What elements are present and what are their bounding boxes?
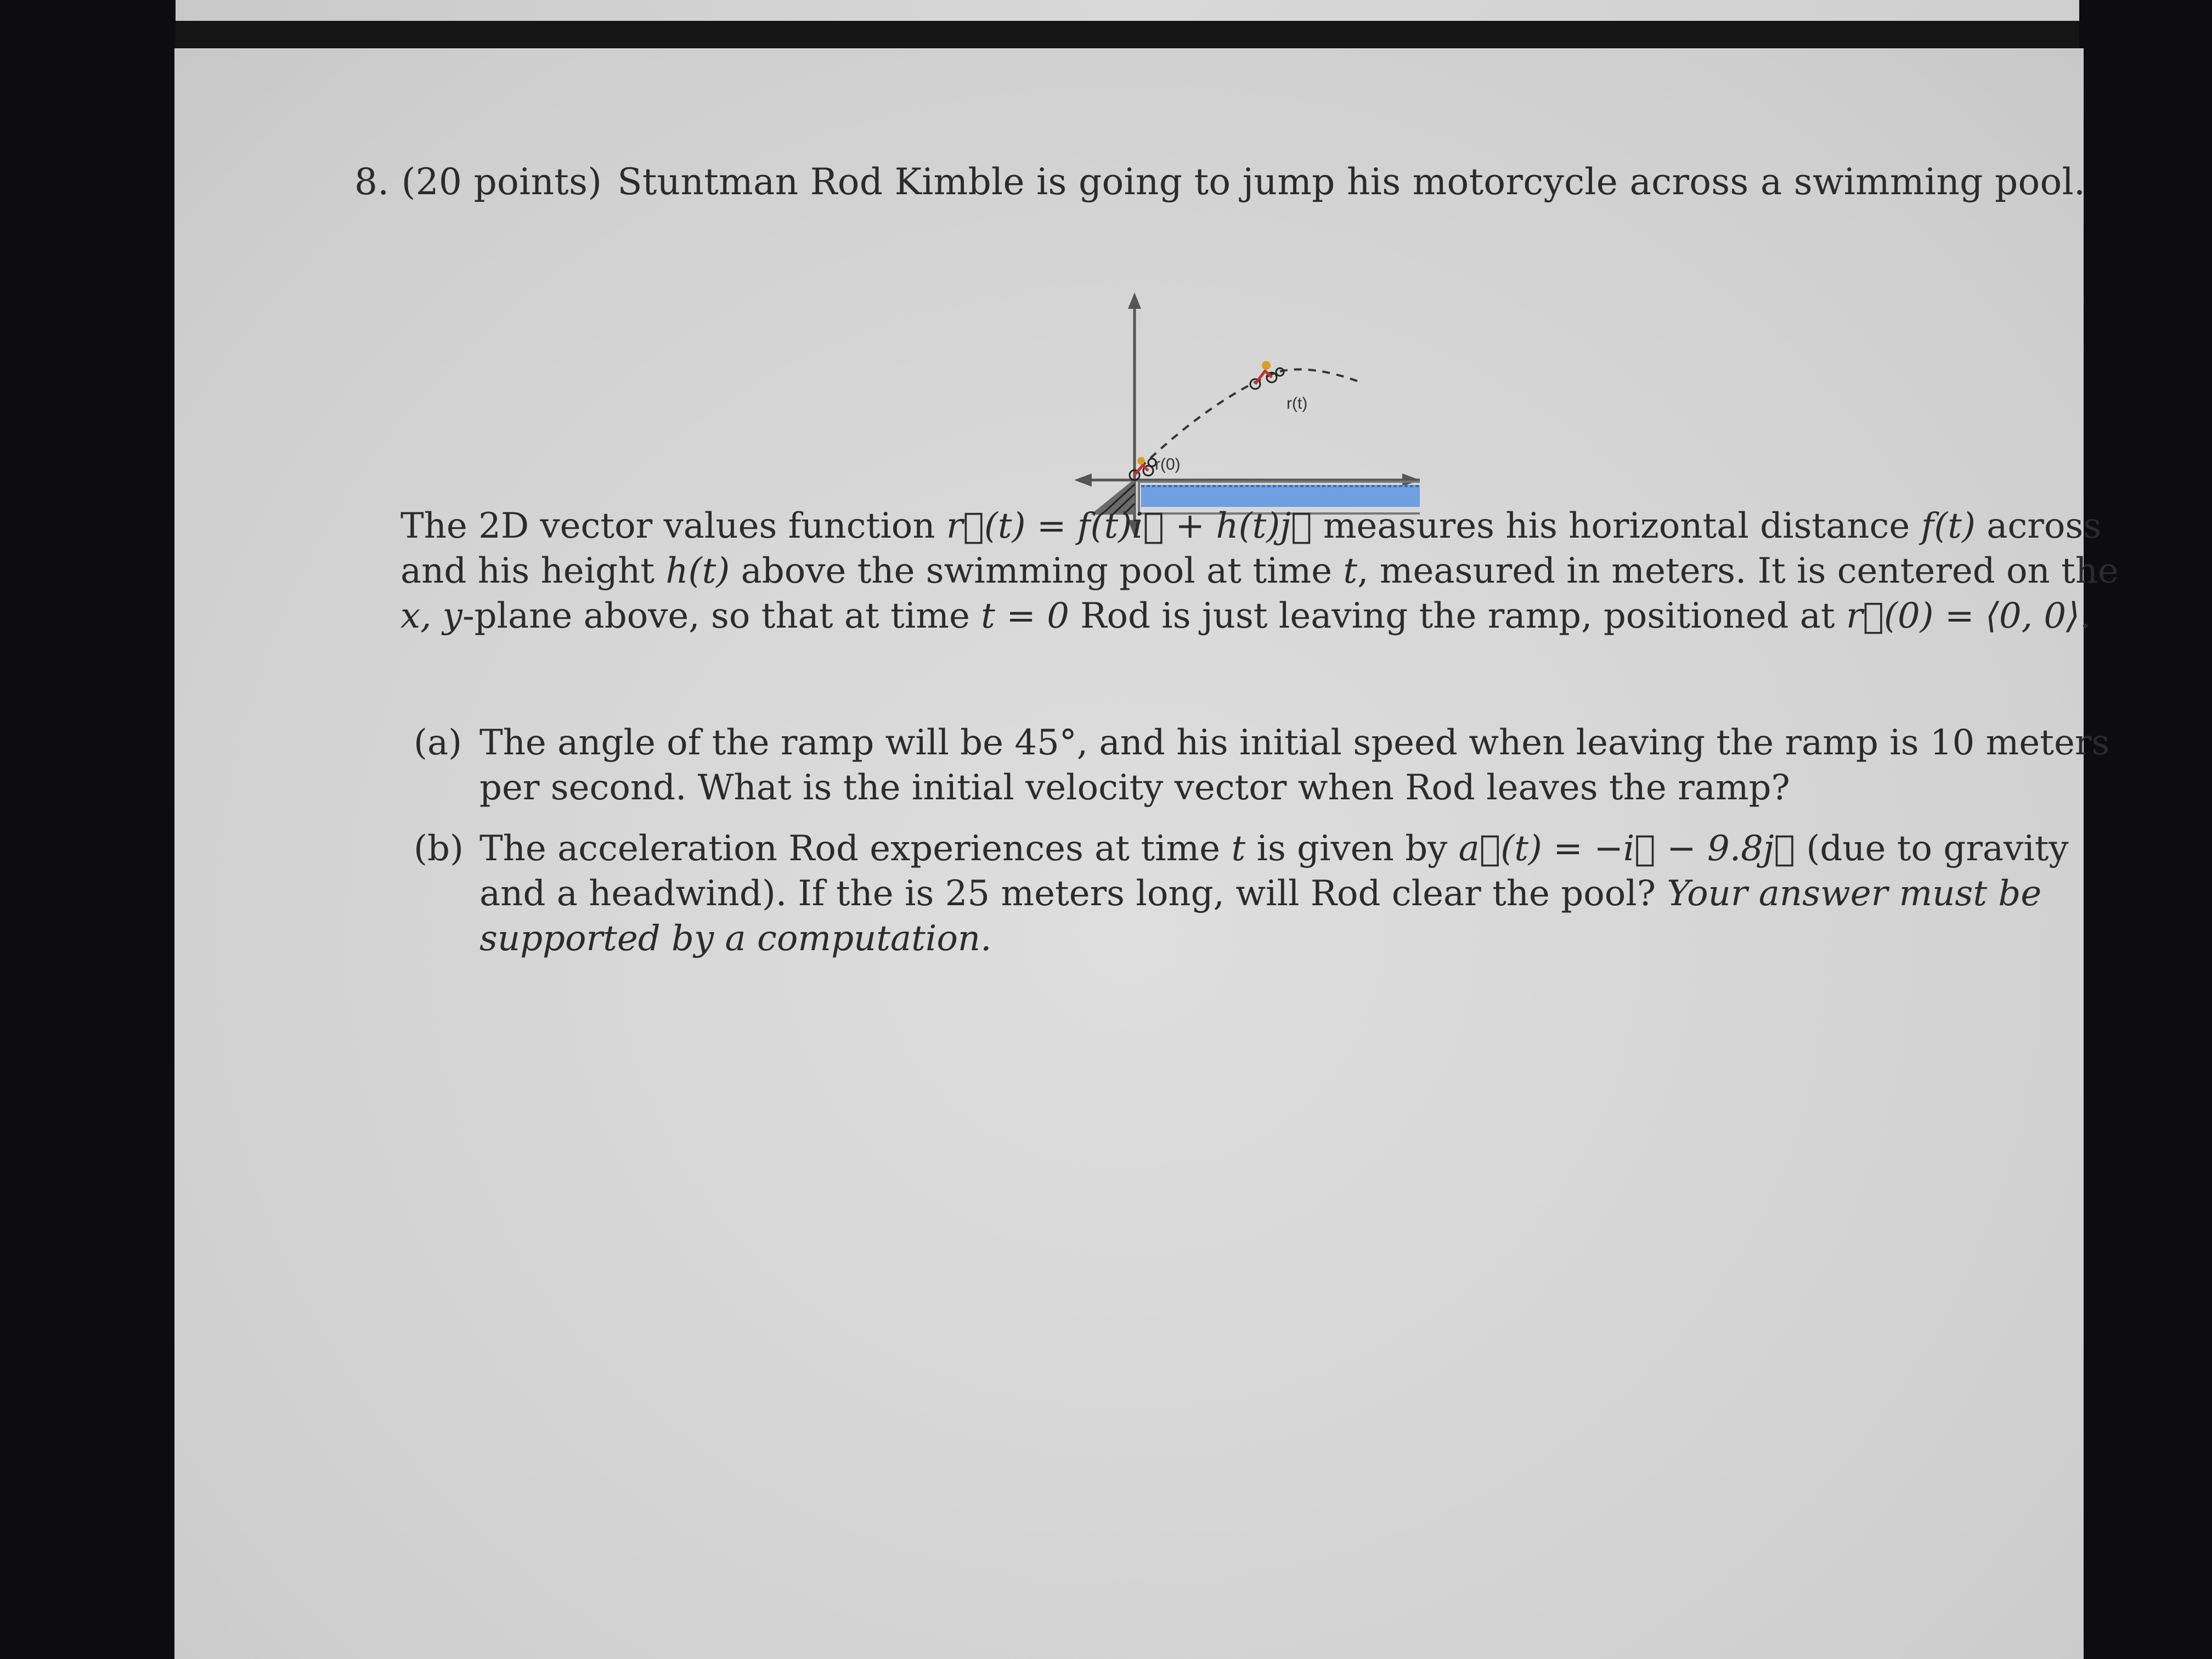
math-t: t	[1231, 828, 1246, 869]
part-b-line-2	[479, 871, 2042, 916]
equation-r0: r⃗(0) = ⟨0, 0⟩	[1846, 596, 2080, 636]
part-b-line-3: supported by a computation.	[479, 918, 992, 959]
jump-diagram-svg	[893, 240, 1420, 537]
math-t: t	[1343, 551, 1358, 591]
math-f-t: f(t)	[1921, 506, 1976, 546]
part-b-body	[479, 826, 2069, 961]
text-run: above the swimming pool at time	[730, 551, 1344, 591]
problem-paragraph	[400, 504, 2119, 639]
part-a-line-2: per second. What is the initial velocity vector when Rod leaves the ramp?	[479, 768, 1790, 808]
text-run: .	[2080, 596, 2091, 636]
x-axis-left-arrow-icon	[1074, 473, 1092, 487]
text-run: -plane above, so that at time	[462, 596, 981, 636]
y-axis-arrow-icon	[1128, 292, 1141, 309]
sheet-gap	[176, 21, 2079, 49]
text-run: , measured in meters. It is centered on the	[1357, 551, 2119, 591]
text-run: and his height	[400, 551, 666, 591]
math-t0: t = 0	[981, 596, 1069, 636]
question-points: (20 points)	[401, 161, 602, 203]
jump-diagram	[893, 240, 1420, 537]
paragraph-line-2	[400, 549, 2119, 594]
math-xy: x, y	[400, 596, 462, 636]
text-run: The 2D vector values function	[400, 506, 946, 546]
part-b-line-1	[479, 826, 2069, 871]
question-number: 8.	[354, 161, 390, 203]
question-heading	[354, 161, 2085, 203]
part-a-line-1: The angle of the ramp will be 45°, and his initial speed when leaving the ramp is 10 meters	[479, 723, 2110, 763]
text-run: The acceleration Rod experiences at time	[479, 828, 1232, 869]
equation-r-t: r⃗(t) = f(t)i⃗ + h(t)j⃗	[946, 506, 1312, 546]
paragraph-line-1	[400, 504, 2102, 549]
italic-instruction: Your answer must be	[1667, 873, 2042, 914]
part-a-body	[479, 720, 2110, 810]
text-run: across	[1975, 506, 2102, 546]
equation-a-t: a⃗(t) = −i⃗ − 9.8j⃗	[1458, 828, 1796, 869]
math-h-t: h(t)	[665, 551, 730, 591]
paragraph-line-3	[400, 594, 2091, 639]
x-axis-arrow-icon	[1402, 473, 1420, 487]
text-run: is given by	[1245, 828, 1459, 869]
text-run: and a headwind). If the is 25 meters long, will Rod clear the pool?	[479, 873, 1667, 914]
background-sheet-top	[176, 0, 2079, 21]
question-intro: Stuntman Rod Kimble is going to jump his motorcycle across a swimming pool.	[617, 161, 2086, 203]
part-a-label: (a)	[414, 723, 462, 763]
exam-page	[174, 48, 2119, 1659]
label-r0: r(0)	[1155, 455, 1181, 473]
text-run: measures his horizontal distance	[1312, 506, 1921, 546]
text-run: (due to gravity	[1795, 828, 2069, 869]
motorcycle-rider-icon	[1250, 361, 1284, 389]
text-run: Rod is just leaving the ramp, positioned at	[1069, 596, 1846, 636]
part-b-label: (b)	[414, 828, 464, 869]
label-rt: r(t)	[1286, 394, 1308, 413]
